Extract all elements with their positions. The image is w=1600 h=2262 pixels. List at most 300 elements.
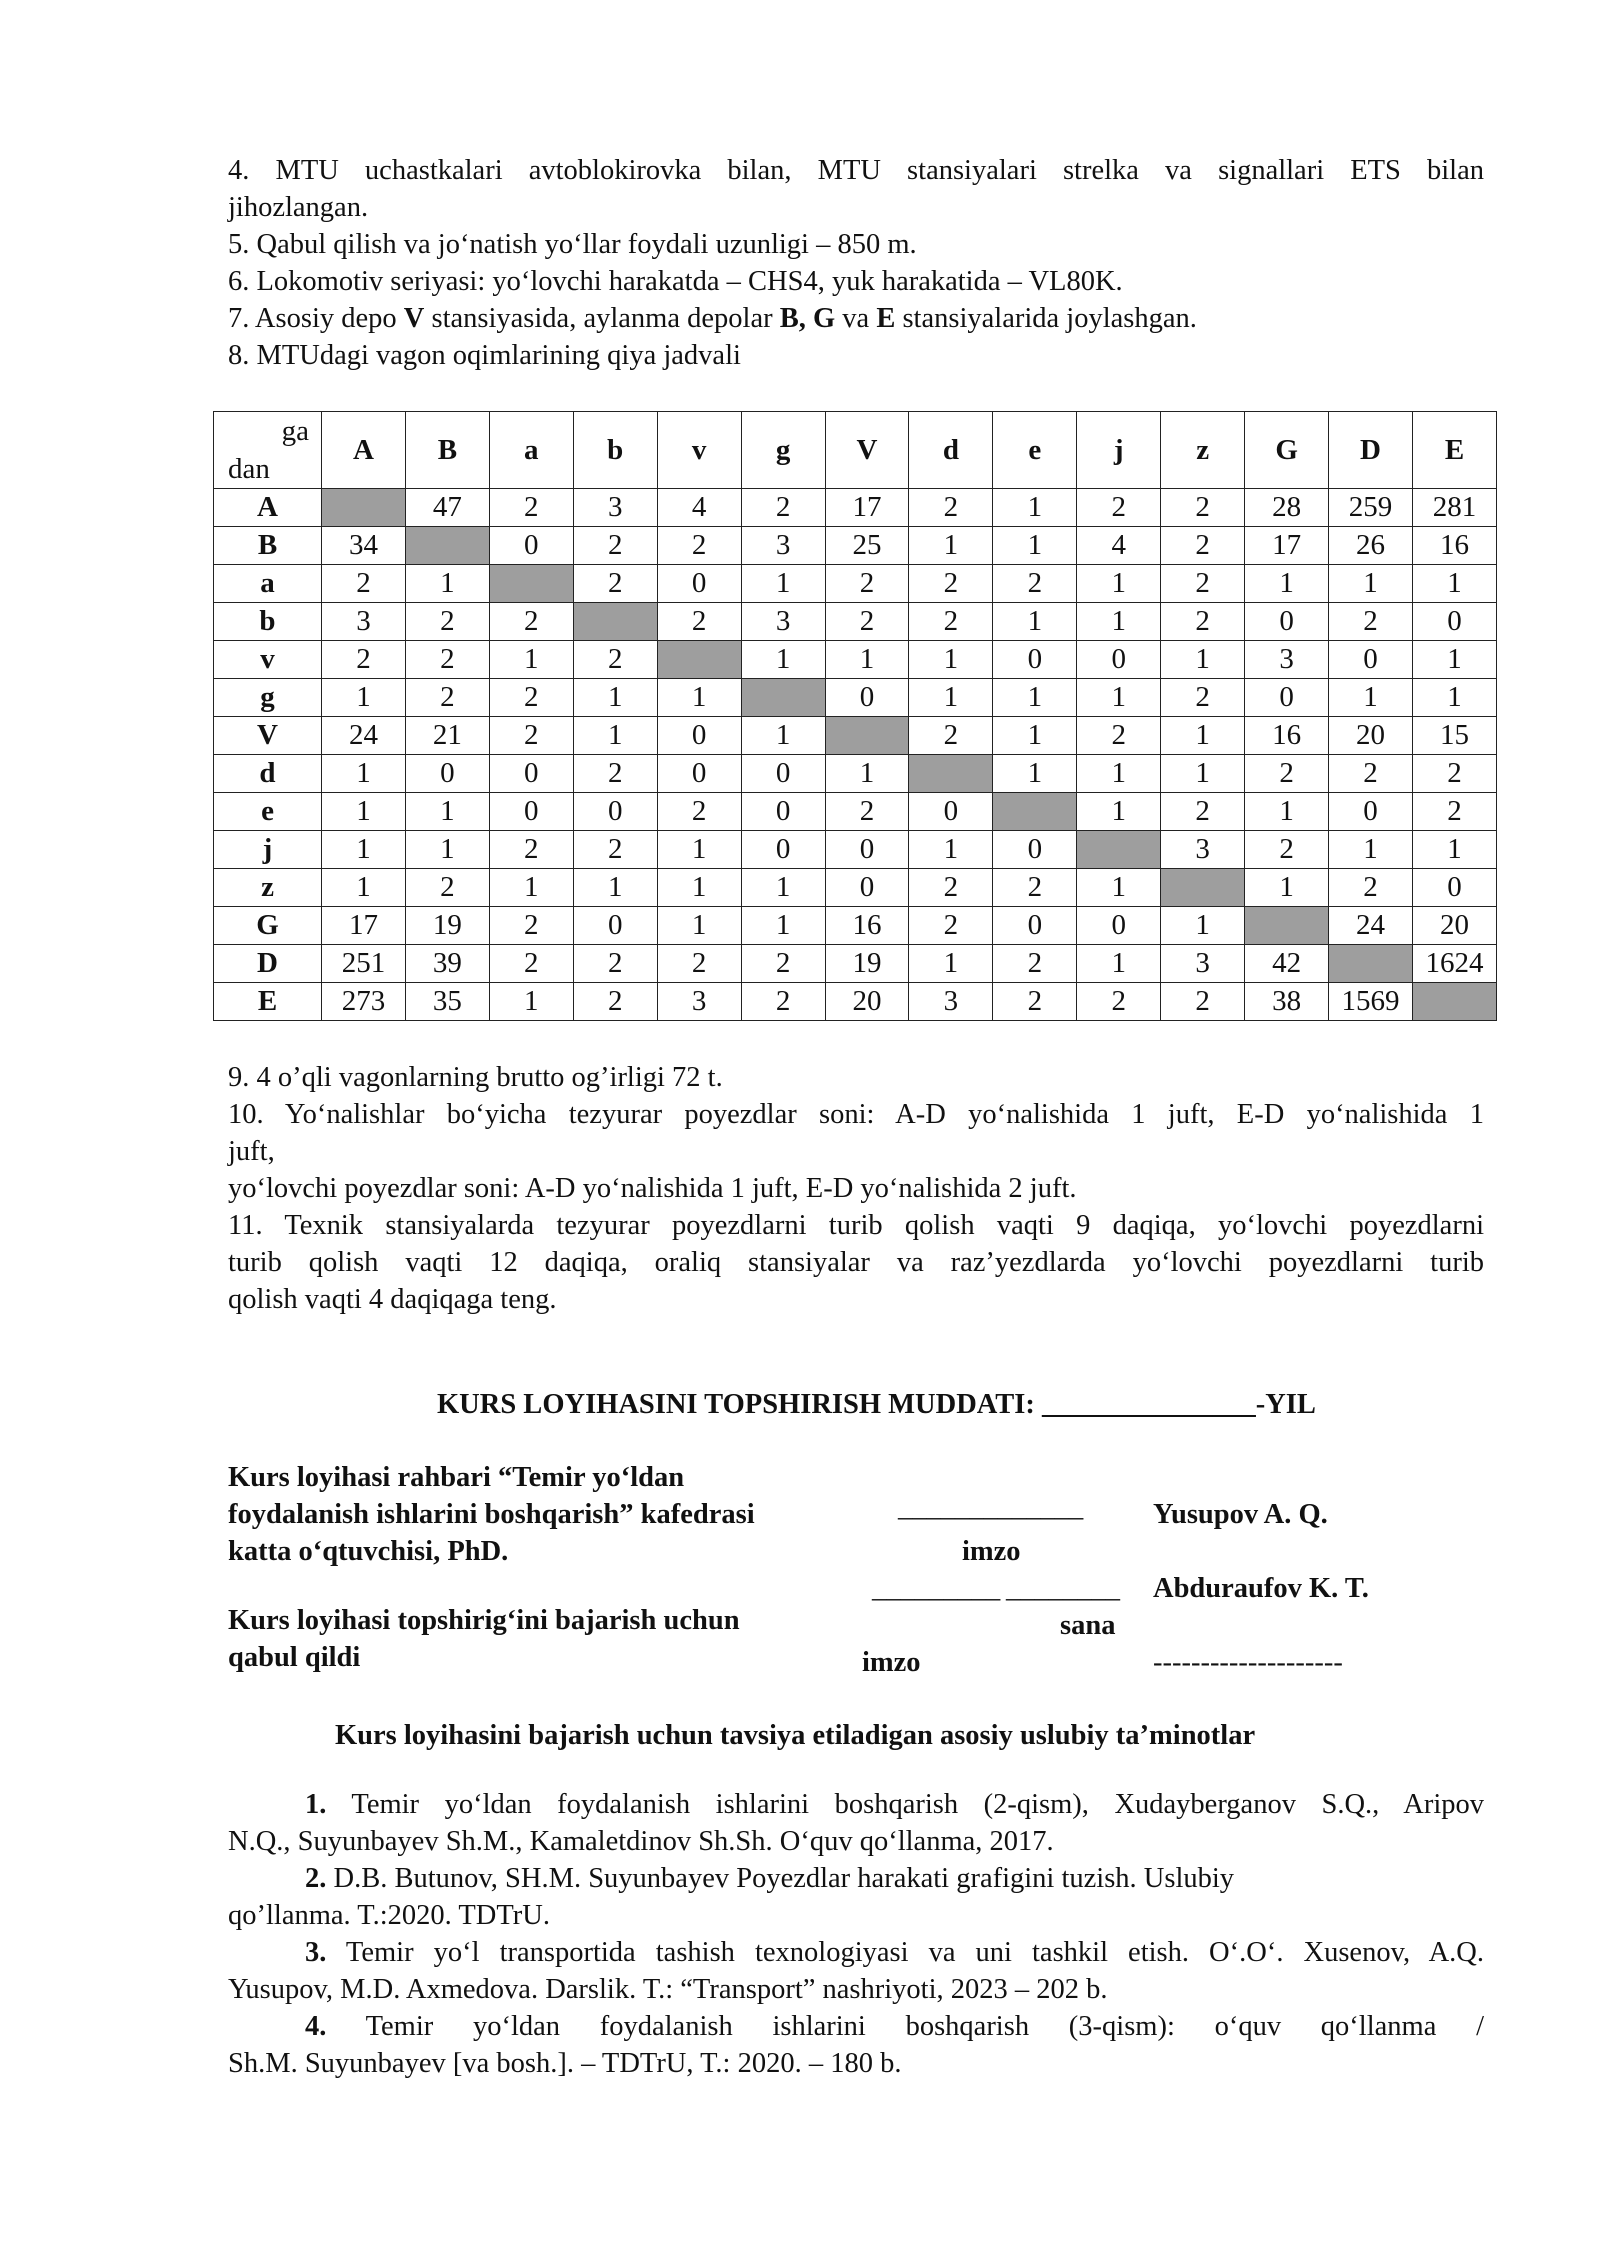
table-cell: 2 (489, 907, 573, 945)
table-corner-cell (214, 412, 322, 489)
table-cell: 2 (657, 527, 741, 565)
reference-1-line-2: N.Q., Suyunbayev Sh.M., Kamaletdinov Sh.Sh. O‘quv qo‘llanma, 2017. (228, 1826, 1054, 1857)
table-cell: 1 (573, 869, 657, 907)
table-cell: 1 (1161, 907, 1245, 945)
item-7-stations-bg: B, G (779, 303, 836, 334)
diagonal-cell (993, 793, 1077, 831)
table-cell: 2 (909, 565, 993, 603)
table-cell: 1 (825, 755, 909, 793)
table-cell: 1 (741, 869, 825, 907)
table-cell: 21 (405, 717, 489, 755)
table-cell: 0 (825, 831, 909, 869)
table-cell: 1 (1161, 641, 1245, 679)
table-cell: 1 (322, 831, 406, 869)
deadline-suffix: -YIL (1255, 1389, 1316, 1420)
table-cell: 0 (657, 755, 741, 793)
reference-2-text-1: D.B. Butunov, SH.M. Suyunbayev Poyezdlar harakati grafigini tuzish. Uslubiy (326, 1863, 1235, 1894)
table-cell: 2 (405, 679, 489, 717)
table-header-row (214, 412, 1497, 489)
table-cell: 1 (1161, 717, 1245, 755)
table-cell: 2 (489, 603, 573, 641)
reference-2-line-2: qo’llanma. T.:2020. TDTrU. (228, 1900, 550, 1931)
table-cell: 2 (1077, 489, 1161, 527)
table-cell: 1 (657, 907, 741, 945)
table-cell: 1 (741, 717, 825, 755)
table-cell: 20 (1329, 717, 1413, 755)
table-cell: 3 (657, 983, 741, 1021)
table-cell: 24 (322, 717, 406, 755)
table-cell: 0 (909, 793, 993, 831)
table-cell: 259 (1329, 489, 1413, 527)
table-cell: 1 (741, 565, 825, 603)
reference-3-line-2: Yusupov, M.D. Axmedova. Darslik. T.: “Transport” nashriyoti, 2023 – 202 b. (228, 1974, 1108, 2005)
table-cell: 1 (1412, 831, 1496, 869)
row-header-e: e (214, 793, 322, 831)
table-row (214, 717, 1497, 755)
column-header-D: D (1329, 412, 1413, 489)
table-cell: 4 (657, 489, 741, 527)
table-row (214, 869, 1497, 907)
table-row (214, 983, 1497, 1021)
table-cell: 2 (741, 983, 825, 1021)
item-10-line-2: juft, (228, 1136, 275, 1167)
table-cell: 0 (993, 907, 1077, 945)
table-cell: 1 (993, 717, 1077, 755)
table-cell: 2 (909, 603, 993, 641)
accepted-line-1: Kurs loyihasi topshirig‘ini bajarish uchun (228, 1605, 740, 1636)
item-7 (228, 300, 1484, 337)
row-header-B: B (214, 527, 322, 565)
table-cell: 1 (489, 641, 573, 679)
table-cell: 3 (909, 983, 993, 1021)
table-cell: 2 (993, 565, 1077, 603)
item-11-line-2: turib qolish vaqti 12 daqiqa, oraliq stansiyalar va raz’yezdlarda yo‘lovchi poyezdlarni turib (228, 1247, 1484, 1278)
item-9: 9. 4 o’qli vagonlarning brutto og’irligi 72 t. (228, 1062, 723, 1093)
table-cell: 1 (1412, 641, 1496, 679)
table-cell: 2 (489, 717, 573, 755)
accepted-line-2: qabul qildi (228, 1642, 361, 1673)
table-cell: 34 (322, 527, 406, 565)
table-cell: 1 (1077, 793, 1161, 831)
table-cell: 2 (1077, 717, 1161, 755)
table-cell: 2 (909, 907, 993, 945)
table-cell: 2 (322, 565, 406, 603)
corner-label-from: dan (228, 453, 270, 485)
table-cell: 2 (993, 983, 1077, 1021)
table-cell: 1569 (1329, 983, 1413, 1021)
item-7-part-2: stansiyasida, aylanma depolar (424, 303, 780, 334)
table-cell: 0 (1412, 869, 1496, 907)
deadline-blank: _______________ (1041, 1389, 1256, 1420)
table-cell: 2 (322, 641, 406, 679)
table-cell: 0 (741, 793, 825, 831)
table-cell: 0 (1077, 907, 1161, 945)
item-7-part-4: stansiyalarida joylashgan. (895, 303, 1197, 334)
item-7-station-e: E (876, 303, 896, 334)
table-cell: 2 (573, 945, 657, 983)
table-cell: 17 (1245, 527, 1329, 565)
reference-4 (228, 2008, 1484, 2082)
table-cell: 3 (573, 489, 657, 527)
table-cell: 16 (1245, 717, 1329, 755)
table-cell: 2 (1161, 603, 1245, 641)
wagon-flow-table (213, 411, 1497, 1021)
table-cell: 2 (573, 565, 657, 603)
table-cell: 0 (489, 755, 573, 793)
table-cell: 25 (825, 527, 909, 565)
item-7-part-1: 7. Asosiy depo (228, 303, 404, 334)
table-cell: 2 (1161, 983, 1245, 1021)
table-cell: 0 (993, 641, 1077, 679)
table-cell: 3 (1161, 831, 1245, 869)
table-cell: 1 (489, 983, 573, 1021)
column-header-b: b (573, 412, 657, 489)
table-cell: 2 (573, 831, 657, 869)
table-cell: 0 (1077, 641, 1161, 679)
row-header-G: G (214, 907, 322, 945)
table-cell: 1 (573, 717, 657, 755)
table-cell: 2 (489, 945, 573, 983)
table-cell: 3 (1161, 945, 1245, 983)
item-5: 5. Qabul qilish va jo‘natish yo‘llar foydali uzunligi – 850 m. (228, 229, 917, 260)
reference-2 (228, 1860, 1484, 1934)
table-cell: 2 (1161, 489, 1245, 527)
table-cell: 2 (993, 869, 1077, 907)
item-8: 8. MTUdagi vagon oqimlarining qiya jadvali (228, 340, 741, 371)
table-cell: 3 (741, 603, 825, 641)
table-cell: 0 (1412, 603, 1496, 641)
table-cell: 2 (1161, 565, 1245, 603)
table-cell: 17 (322, 907, 406, 945)
table-cell: 1 (993, 603, 1077, 641)
table-cell: 0 (489, 793, 573, 831)
table-cell: 273 (322, 983, 406, 1021)
date-line: ________ (1006, 1573, 1120, 1604)
table-cell: 1 (1245, 869, 1329, 907)
row-header-g: g (214, 679, 322, 717)
diagonal-cell (489, 565, 573, 603)
student-imzo-label: imzo (862, 1647, 921, 1678)
reference-3-text-1: Temir yo‘l transportida tashish texnologiyasi va uni tashkil etish. O‘.O‘. Xusenov, A.Q. (326, 1937, 1484, 1968)
item-6: 6. Lokomotiv seriyasi: yo‘lovchi harakatda – CHS4, yuk harakatida – VL80K. (228, 266, 1123, 297)
table-cell: 24 (1329, 907, 1413, 945)
column-header-v: v (657, 412, 741, 489)
table-cell: 2 (993, 945, 1077, 983)
reference-1-text-1: Temir yo‘ldan foydalanish ishlarini boshqarish (2-qism), Xudayberganov S.Q., Aripov (326, 1789, 1484, 1820)
table-cell: 2 (1329, 755, 1413, 793)
reference-4-line-1 (228, 2008, 1484, 2045)
table-cell: 1 (405, 793, 489, 831)
table-cell: 2 (741, 945, 825, 983)
table-cell: 1 (573, 679, 657, 717)
table-cell: 2 (657, 793, 741, 831)
item-11-line-3: qolish vaqti 4 daqiqaga teng. (228, 1284, 557, 1315)
deadline-label: KURS LOYIHASINI TOPSHIRISH MUDDATI: (437, 1389, 1042, 1420)
diagonal-cell (1412, 983, 1496, 1021)
table-cell: 2 (657, 945, 741, 983)
table-cell: 2 (657, 603, 741, 641)
table-cell: 2 (741, 489, 825, 527)
table-cell: 2 (909, 717, 993, 755)
diagonal-cell (1077, 831, 1161, 869)
table-cell: 3 (1245, 641, 1329, 679)
diagonal-cell (1245, 907, 1329, 945)
table-cell: 2 (1412, 755, 1496, 793)
table-cell: 19 (825, 945, 909, 983)
table-cell: 0 (993, 831, 1077, 869)
table-cell: 38 (1245, 983, 1329, 1021)
table-row (214, 945, 1497, 983)
table-cell: 0 (1245, 603, 1329, 641)
table-cell: 2 (405, 869, 489, 907)
table-cell: 0 (573, 907, 657, 945)
table-cell: 2 (1161, 679, 1245, 717)
table-cell: 39 (405, 945, 489, 983)
item-11-line-1: 11. Texnik stansiyalarda tezyurar poyezdlarni turib qolish vaqti 9 daqiqa, yo‘lovchi poyezdlarni (228, 1210, 1484, 1241)
table-cell: 1 (489, 869, 573, 907)
table-cell: 1 (1077, 679, 1161, 717)
column-header-e: e (993, 412, 1077, 489)
table-cell: 0 (1245, 679, 1329, 717)
diagonal-cell (825, 717, 909, 755)
diagonal-cell (741, 679, 825, 717)
reference-4-text-1: Temir yo‘ldan foydalanish ishlarini boshqarish (3-qism): o‘quv qo‘llanma / (326, 2011, 1484, 2042)
column-header-a: a (489, 412, 573, 489)
table-cell: 1 (1329, 679, 1413, 717)
table-cell: 2 (909, 869, 993, 907)
table-cell: 1 (825, 641, 909, 679)
table-cell: 1 (1329, 565, 1413, 603)
table-cell: 2 (1245, 831, 1329, 869)
column-header-j: j (1077, 412, 1161, 489)
column-header-g: g (741, 412, 825, 489)
table-cell: 0 (825, 679, 909, 717)
table-cell: 2 (1329, 603, 1413, 641)
table-cell: 1 (657, 679, 741, 717)
diagonal-cell (405, 527, 489, 565)
table-cell: 2 (489, 489, 573, 527)
table-cell: 0 (825, 869, 909, 907)
table-cell: 1 (993, 527, 1077, 565)
table-row (214, 641, 1497, 679)
table-cell: 2 (1245, 755, 1329, 793)
table-cell: 20 (825, 983, 909, 1021)
table-cell: 4 (1077, 527, 1161, 565)
table-row (214, 603, 1497, 641)
table-cell: 26 (1329, 527, 1413, 565)
student-name: Abduraufov K. T. (1153, 1573, 1369, 1604)
item-4-line-2: jihozlangan. (228, 192, 369, 223)
table-cell: 1 (1077, 945, 1161, 983)
diagonal-cell (1161, 869, 1245, 907)
table-cell: 1 (1245, 793, 1329, 831)
dash-line: -------------------- (1153, 1647, 1343, 1678)
table-cell: 16 (825, 907, 909, 945)
reference-3-number: 3. (305, 1937, 327, 1968)
table-cell: 1 (909, 945, 993, 983)
student-signature-line: _________ (872, 1573, 1001, 1604)
table-cell: 1 (1245, 565, 1329, 603)
table-cell: 251 (322, 945, 406, 983)
table-cell: 1 (1077, 869, 1161, 907)
item-7-station-v: V (403, 303, 425, 334)
table-cell: 0 (741, 831, 825, 869)
table-cell: 1624 (1412, 945, 1496, 983)
table-cell: 1 (741, 907, 825, 945)
table-row (214, 527, 1497, 565)
table-row (214, 565, 1497, 603)
item-4-line-1: 4. MTU uchastkalari avtoblokirovka bilan, MTU stansiyalari strelka va signallari ETS bilan (228, 155, 1484, 186)
table-cell: 1 (993, 679, 1077, 717)
table-cell: 1 (993, 755, 1077, 793)
table-cell: 2 (573, 983, 657, 1021)
table-cell: 1 (993, 489, 1077, 527)
table-cell: 1 (1412, 679, 1496, 717)
supervisor-line-2: foydalanish ishlarini boshqarish” kafedrasi (228, 1499, 755, 1530)
table-cell: 3 (322, 603, 406, 641)
table-cell: 2 (1161, 527, 1245, 565)
table-cell: 19 (405, 907, 489, 945)
diagonal-cell (573, 603, 657, 641)
table-row (214, 831, 1497, 869)
table-cell: 1 (322, 679, 406, 717)
table-cell: 281 (1412, 489, 1496, 527)
reference-1 (228, 1786, 1484, 1860)
column-header-A: A (322, 412, 406, 489)
table-cell: 1 (405, 831, 489, 869)
column-header-V: V (825, 412, 909, 489)
table-cell: 1 (322, 869, 406, 907)
column-header-d: d (909, 412, 993, 489)
reference-1-line-1 (228, 1786, 1484, 1823)
date-sana-label: sana (1060, 1610, 1116, 1641)
table-cell: 2 (825, 565, 909, 603)
table-cell: 2 (825, 603, 909, 641)
corner-label-to: ga (281, 415, 309, 447)
table-cell: 1 (909, 527, 993, 565)
table-cell: 20 (1412, 907, 1496, 945)
table-cell: 42 (1245, 945, 1329, 983)
reference-2-line-1 (228, 1860, 1484, 1897)
table-cell: 0 (573, 793, 657, 831)
table-cell: 15 (1412, 717, 1496, 755)
row-header-a: a (214, 565, 322, 603)
column-header-G: G (1245, 412, 1329, 489)
reference-4-number: 4. (305, 2011, 327, 2042)
diagonal-cell (1329, 945, 1413, 983)
reference-2-number: 2. (305, 1863, 327, 1894)
column-header-E: E (1412, 412, 1496, 489)
table-cell: 1 (1329, 831, 1413, 869)
table-cell: 0 (1329, 641, 1413, 679)
table-cell: 1 (909, 679, 993, 717)
table-cell: 0 (657, 565, 741, 603)
item-10-line-1: 10. Yo‘nalishlar bo‘yicha tezyurar poyezdlar soni: A-D yo‘nalishida 1 juft, E-D yo‘nalishida 1 (228, 1099, 1484, 1130)
table-cell: 2 (1329, 869, 1413, 907)
table-cell: 1 (1077, 755, 1161, 793)
reference-3-line-1 (228, 1934, 1484, 1971)
table-cell: 3 (741, 527, 825, 565)
table-cell: 2 (1161, 793, 1245, 831)
table-cell: 2 (405, 641, 489, 679)
row-header-V: V (214, 717, 322, 755)
item-7-part-3: va (835, 303, 877, 334)
table-cell: 1 (909, 641, 993, 679)
table-cell: 2 (573, 641, 657, 679)
table-cell: 28 (1245, 489, 1329, 527)
table-cell: 1 (1412, 565, 1496, 603)
supervisor-imzo-label: imzo (962, 1536, 1021, 1567)
table-cell: 2 (489, 679, 573, 717)
row-header-z: z (214, 869, 322, 907)
supervisor-line-3: katta o‘qtuvchisi, PhD. (228, 1536, 509, 1567)
table-row (214, 755, 1497, 793)
table-cell: 2 (1412, 793, 1496, 831)
table-cell: 1 (405, 565, 489, 603)
table-cell: 1 (657, 831, 741, 869)
row-header-j: j (214, 831, 322, 869)
references-heading: Kurs loyihasini bajarish uchun tavsiya etiladigan asosiy uslubiy ta’minotlar (335, 1720, 1256, 1751)
row-header-D: D (214, 945, 322, 983)
table-cell: 47 (405, 489, 489, 527)
table-cell: 2 (489, 831, 573, 869)
supervisor-signature-line: _____________ (898, 1492, 1084, 1523)
diagonal-cell (322, 489, 406, 527)
table-cell: 1 (322, 793, 406, 831)
row-header-b: b (214, 603, 322, 641)
table-cell: 1 (741, 641, 825, 679)
table-cell: 1 (657, 869, 741, 907)
table-row (214, 907, 1497, 945)
table-cell: 35 (405, 983, 489, 1021)
table-cell: 2 (573, 755, 657, 793)
table-cell: 0 (489, 527, 573, 565)
table-cell: 0 (1329, 793, 1413, 831)
table-cell: 0 (741, 755, 825, 793)
table-cell: 16 (1412, 527, 1496, 565)
row-header-E: E (214, 983, 322, 1021)
table-cell: 0 (405, 755, 489, 793)
table-cell: 1 (322, 755, 406, 793)
table-cell: 2 (825, 793, 909, 831)
reference-1-number: 1. (305, 1789, 327, 1820)
reference-3 (228, 1934, 1484, 2008)
table-cell: 1 (1161, 755, 1245, 793)
row-header-d: d (214, 755, 322, 793)
row-header-v: v (214, 641, 322, 679)
table-cell: 0 (657, 717, 741, 755)
column-header-B: B (405, 412, 489, 489)
table-cell: 1 (1077, 565, 1161, 603)
supervisor-line-1: Kurs loyihasi rahbari “Temir yo‘ldan (228, 1462, 685, 1493)
table-row (214, 679, 1497, 717)
diagonal-cell (909, 755, 993, 793)
diagonal-cell (657, 641, 741, 679)
column-header-z: z (1161, 412, 1245, 489)
table-cell: 2 (405, 603, 489, 641)
table-cell: 1 (909, 831, 993, 869)
row-header-A: A (214, 489, 322, 527)
table-row (214, 793, 1497, 831)
table-cell: 2 (909, 489, 993, 527)
table-row (214, 489, 1497, 527)
reference-4-line-2: Sh.M. Suyunbayev [va bosh.]. – TDTrU, T.: 2020. – 180 b. (228, 2048, 902, 2079)
table-cell: 17 (825, 489, 909, 527)
table-cell: 1 (1077, 603, 1161, 641)
table-cell: 2 (1077, 983, 1161, 1021)
item-10-line-3: yo‘lovchi poyezdlar soni: A-D yo‘nalishida 1 juft, E-D yo‘nalishida 2 juft. (228, 1173, 1077, 1204)
supervisor-name: Yusupov A. Q. (1153, 1499, 1328, 1530)
